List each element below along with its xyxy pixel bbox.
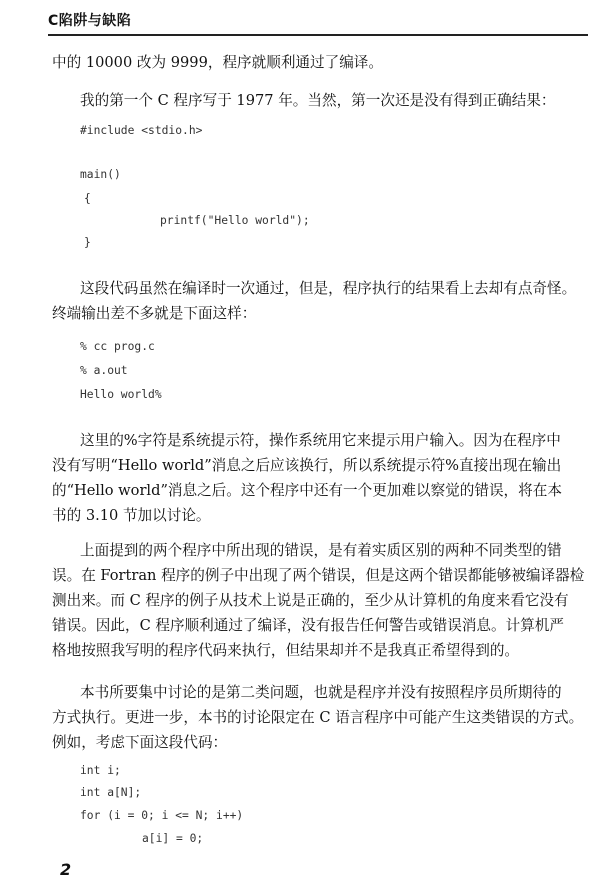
code-line: for (i = 0; i <= N; i++) — [80, 809, 244, 822]
code-line: } — [84, 236, 91, 249]
text-line: 这段代码虽然在编译时一次通过，但是，程序执行的结果看上去却有点奇怪。 — [80, 280, 577, 297]
code-line: main() — [80, 168, 121, 181]
paragraph-book-focus — [52, 680, 584, 755]
running-header — [48, 8, 588, 36]
text-line: 错误。因此，C 程序顺利通过了编译，没有报告任何警告或错误消息。计算机严 — [52, 617, 564, 634]
book-title: C陷阱与缺陷 — [48, 13, 132, 29]
text-line: 方式执行。更进一步，本书的讨论限定在 C 语言程序中可能产生这类错误的方式。 — [52, 709, 584, 726]
text-line: 例如，考虑下面这段代码： — [52, 734, 228, 751]
code-line: printf("Hello world"); — [160, 214, 310, 227]
text-line: 没有写明“Hello world”消息之后应该换行，所以系统提示符%直接出现在输出 — [52, 457, 562, 474]
code-line: Hello world% — [80, 388, 162, 401]
text-line: 本书所要集中讨论的是第二类问题，也就是程序并没有按照程序员所期待的 — [80, 684, 562, 701]
text-line: 的“Hello world”消息之后。这个程序中还有一个更加难以察觉的错误，将在本 — [52, 482, 562, 499]
text-line: 格地按照我写明的程序代码来执行，但结果却并不是我真正希望得到的。 — [52, 642, 520, 659]
code-line: int i; — [80, 764, 121, 777]
text-line: 误。在 Fortran 程序的例子中出现了两个错误，但是这两个错误都能够被编译器检 — [52, 567, 585, 584]
text-line: 测出来。而 C 程序的例子从技术上说是正确的，至少从计算机的角度来看它没有 — [52, 592, 569, 609]
page-number: 2 — [60, 860, 72, 879]
paragraph-prompt-explanation — [52, 428, 580, 528]
code-line: a[i] = 0; — [142, 832, 204, 845]
code-line: % cc prog.c — [80, 340, 155, 353]
paragraph-output-strange — [52, 276, 580, 326]
code-line: int a[N]; — [80, 786, 142, 799]
paragraph-first-c-program: 我的第一个 C 程序写于 1977 年。当然，第一次还是没有得到正确结果： — [80, 92, 556, 109]
code-line: { — [84, 192, 91, 205]
code-line: #include <stdio.h> — [80, 124, 203, 137]
text-line: 这里的%字符是系统提示符，操作系统用它来提示用户输入。因为在程序中 — [80, 432, 561, 449]
paragraph-continuation: 中的 10000 改为 9999，程序就顺利通过了编译。 — [52, 54, 383, 71]
text-line: 上面提到的两个程序中所出现的错误，是有着实质区别的两种不同类型的错 — [80, 542, 562, 559]
paragraph-error-types — [52, 538, 585, 663]
text-line: 书的 3.10 节加以讨论。 — [52, 507, 211, 524]
code-line: % a.out — [80, 364, 128, 377]
text-line: 终端输出差不多就是下面这样： — [52, 305, 257, 322]
